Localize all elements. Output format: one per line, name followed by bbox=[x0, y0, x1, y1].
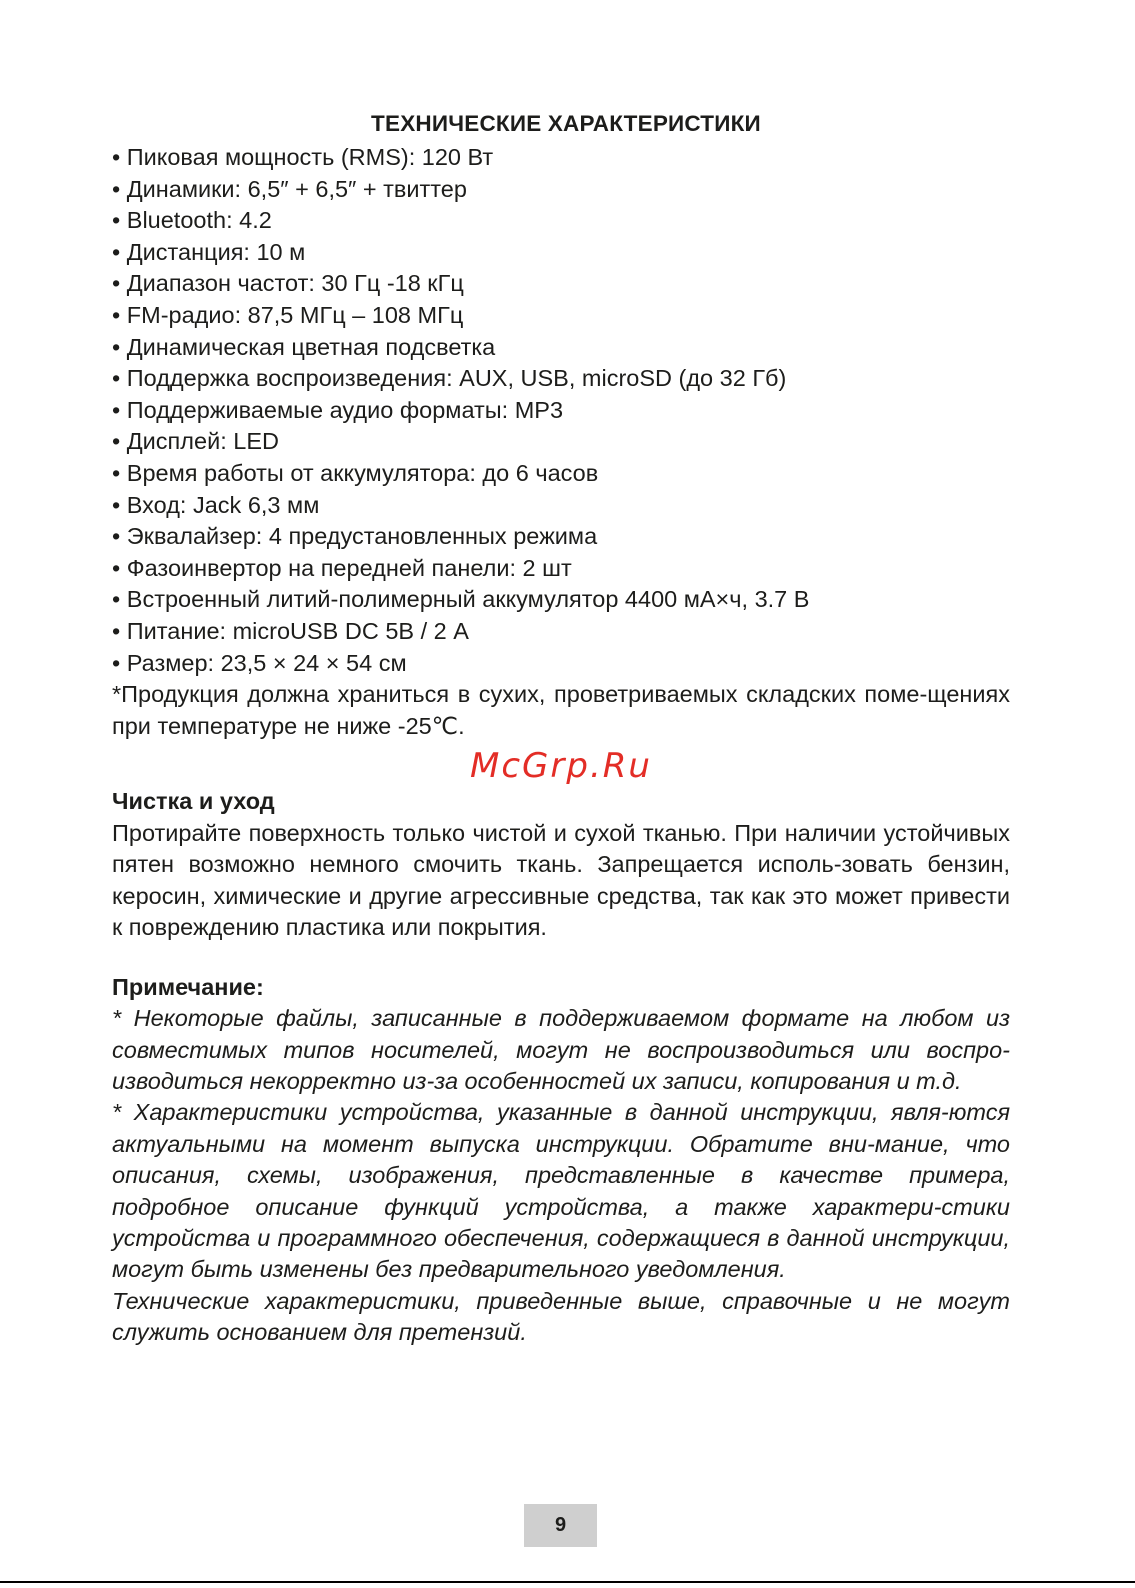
storage-note: *Продукция должна храниться в сухих, проветриваемых складских поме-щениях при температуре не ниже -25℃. bbox=[112, 681, 1010, 739]
bottom-divider bbox=[0, 1581, 1135, 1583]
spec-item: • Время работы от аккумулятора: до 6 часов bbox=[112, 458, 1010, 490]
spec-item: • Поддержка воспроизведения: AUX, USB, microSD (до 32 Гб) bbox=[112, 363, 1010, 395]
cleaning-text: Протирайте поверхность только чистой и сухой тканью. При наличии устойчивых пятен возможно немного смочить ткань. Запрещается исполь-зовать бензин, керосин, химические и другие агрессивные средства, так как это может привести к повреждению пластика или покрытия. bbox=[112, 819, 1010, 941]
spec-item: • Динамическая цветная подсветка bbox=[112, 332, 1010, 364]
spec-item: • Диапазон частот: 30 Гц -18 кГц bbox=[112, 268, 1010, 300]
page-content bbox=[112, 106, 1010, 1349]
notes-heading: Примечание: bbox=[112, 973, 264, 1000]
cleaning-heading: Чистка и уход bbox=[112, 788, 275, 815]
spec-item: • Эквалайзер: 4 предустановленных режима bbox=[112, 521, 1010, 553]
note-paragraph: * Некоторые файлы, записанные в поддерживаемом формате на любом из совместимых типов носителей, могут не воспроизводиться или воспро-изводиться некорректно из-за особенностей их записи, копирования и т.д. bbox=[112, 1005, 1010, 1094]
spec-item: • Дистанция: 10 м bbox=[112, 237, 1010, 269]
spec-item: • Динамики: 6,5″ + 6,5″ + твиттер bbox=[112, 174, 1010, 206]
spec-item: • Поддерживаемые аудио форматы: MP3 bbox=[112, 395, 1010, 427]
spec-item: • Питание: microUSB DC 5В / 2 А bbox=[112, 616, 1010, 648]
spec-item: • FM-радио: 87,5 МГц – 108 МГц bbox=[112, 300, 1010, 332]
spec-item: • Встроенный литий-полимерный аккумулятор 4400 мА×ч, 3.7 В bbox=[112, 584, 1010, 616]
spec-item: • Bluetooth: 4.2 bbox=[112, 205, 1010, 237]
spec-item: • Фазоинвертор на передней панели: 2 шт bbox=[112, 553, 1010, 585]
spec-item: • Вход: Jack 6,3 мм bbox=[112, 490, 1010, 522]
page-number: 9 bbox=[524, 1504, 597, 1547]
spec-item: • Дисплей: LED bbox=[112, 426, 1010, 458]
spec-item: • Размер: 23,5 × 24 × 54 см bbox=[112, 648, 1010, 680]
page-title: ТЕХНИЧЕСКИЕ ХАРАКТЕРИСТИКИ bbox=[371, 111, 761, 136]
specs-list bbox=[112, 142, 1010, 679]
note-paragraph: Технические характеристики, приведенные выше, справочные и не могут служить основанием для претензий. bbox=[112, 1287, 1010, 1346]
spec-item: • Пиковая мощность (RMS): 120 Вт bbox=[112, 142, 1010, 174]
watermark: McGrp.Ru bbox=[470, 746, 652, 787]
note-paragraph: * Характеристики устройства, указанные в данной инструкции, явля-ются актуальными на момент выпуска инструкции. Обратите вни-мание, что описания, схемы, изображения, представленные в качестве примера, подробное описание функций устройства, а также характери-стики устройства и программного обеспечения, содержащиеся в данной инструкции, могут быть изменены без предварительного уведомления. bbox=[112, 1099, 1010, 1283]
